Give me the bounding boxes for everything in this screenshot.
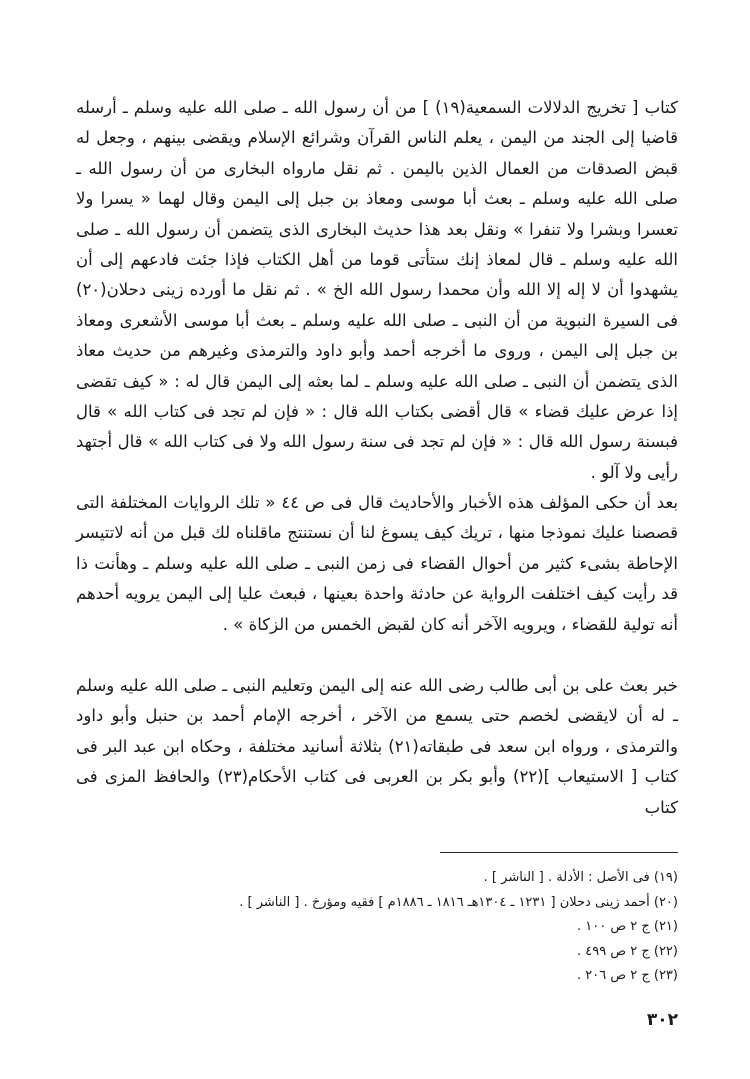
footnotes bbox=[239, 866, 678, 989]
footnote-19: (١٩) فى الأصل : الأدلة . [ الناشر ] . bbox=[483, 870, 678, 885]
page-number: ٣٠٢ bbox=[646, 1010, 678, 1030]
paragraph-1 bbox=[76, 93, 678, 488]
paragraph-2 bbox=[76, 488, 678, 640]
footnote-20: (٢٠) أحمد زينى دحلان [ ١٢٣١ ـ ١٣٠٤هـ ١٨١٦ ـ ١٨٨٦م ] فقيه ومؤرخ . [ الناشر ] . bbox=[239, 894, 678, 910]
paragraph-3 bbox=[76, 671, 678, 823]
paragraph-3-text: خبر بعث على بن أبى طالب رضى الله عنه إلى اليمن وتعليم النبى ـ صلى الله عليه وسلم ـ له أن لايقضى لخصم حتى يسمع من الآخر ، أخرجه الإمام أحمد بن حنبل وأبو داود والترمذى ، ورواه ابن سعد فى طبقاته(٢١) بثلاثة أسانيد مختلفة ، وحكاه ابن عبد البر فى كتاب [ الاستيعاب ](٢٢) وأبو بكر بن العربى فى كتاب الأحكام(٢٣) والحافظ المزى فى كتاب bbox=[76, 676, 678, 817]
paragraph-1-text: كتاب [ تخريج الدلالات السمعية(١٩) ] من أن رسول الله ـ صلى الله عليه وسلم ـ أرسله قاضيا إلى الجند من اليمن ، يعلم الناس القرآن وشرائع الإسلام ويقضى بينهم ، وجعل له قبض الصدقات من العمال الذين باليمن . ثم نقل مارواه البخارى من أن رسول الله ـ صلى الله عليه وسلم ـ بعث أبا موسى ومعاذ بن جبل إلى اليمن وقال لهما « يسرا ولا تعسرا وبشرا ولا تنفرا » ونقل بعد هذا حديث البخارى الذى يتضمن أن رسول الله ـ صلى الله عليه وسلم ـ قال لمعاذ إنك ستأتى قوما من أهل الكتاب فإذا جئت فادعهم إلى أن يشهدوا أن لا إله إلا الله وأن محمدا رسول الله الخ » . ثم نقل ما أورده زينى دحلان(٢٠) فى السيرة النبوية من أن النبى ـ صلى الله عليه وسلم ـ بعث أبا موسى الأشعرى ومعاذ بن جبل إلى اليمن ، وروى ما أخرجه أحمد وأبو داود والترمذى وغيرهم من حديث معاذ الذى يتضمن أن النبى ـ صلى الله عليه وسلم ـ لما بعثه إلى اليمن قال له : « كيف تقضى إذا عرض عليك قضاء » قال أقضى بكتاب الله قال : « فإن لم تجد فى كتاب الله » قال فبسنة رسول الله قال : « فإن لم تجد فى سنة رسول الله ولا فى كتاب الله » قال أجتهد رأيى ولا آلو . bbox=[76, 98, 678, 482]
footnote-23: (٢٣) ج ٢ ص ٢٠٦ . bbox=[577, 968, 678, 984]
footnote-22: (٢٢) ج ٢ ص ٤٩٩ . bbox=[577, 943, 678, 959]
paragraph-2-text: بعد أن حكى المؤلف هذه الأخبار والأحاديث قال فى ص ٤٤ « تلك الروايات المختلفة التى قصصنا عليك نموذجا منها ، تريك كيف يسوغ لنا أن نستنتج ماقلناه لك قبل من أنه لاتتيسر الإحاطة بشىء كثير من أحوال القضاء فى زمن النبى ـ صلى الله عليه وسلم ـ وهأنت ذا قد رأيت كيف اختلفت الرواية عن حادثة واحدة بعينها ، فبعث عليا إلى اليمن يرويه أحدهم أنه تولية للقضاء ، ويرويه الآخر أنه كان لقبض الخمس من الزكاة » . bbox=[76, 493, 678, 634]
footnote-21: (٢١) ج ٢ ص ١٠٠ . bbox=[577, 919, 678, 935]
footnote-divider bbox=[440, 852, 678, 853]
